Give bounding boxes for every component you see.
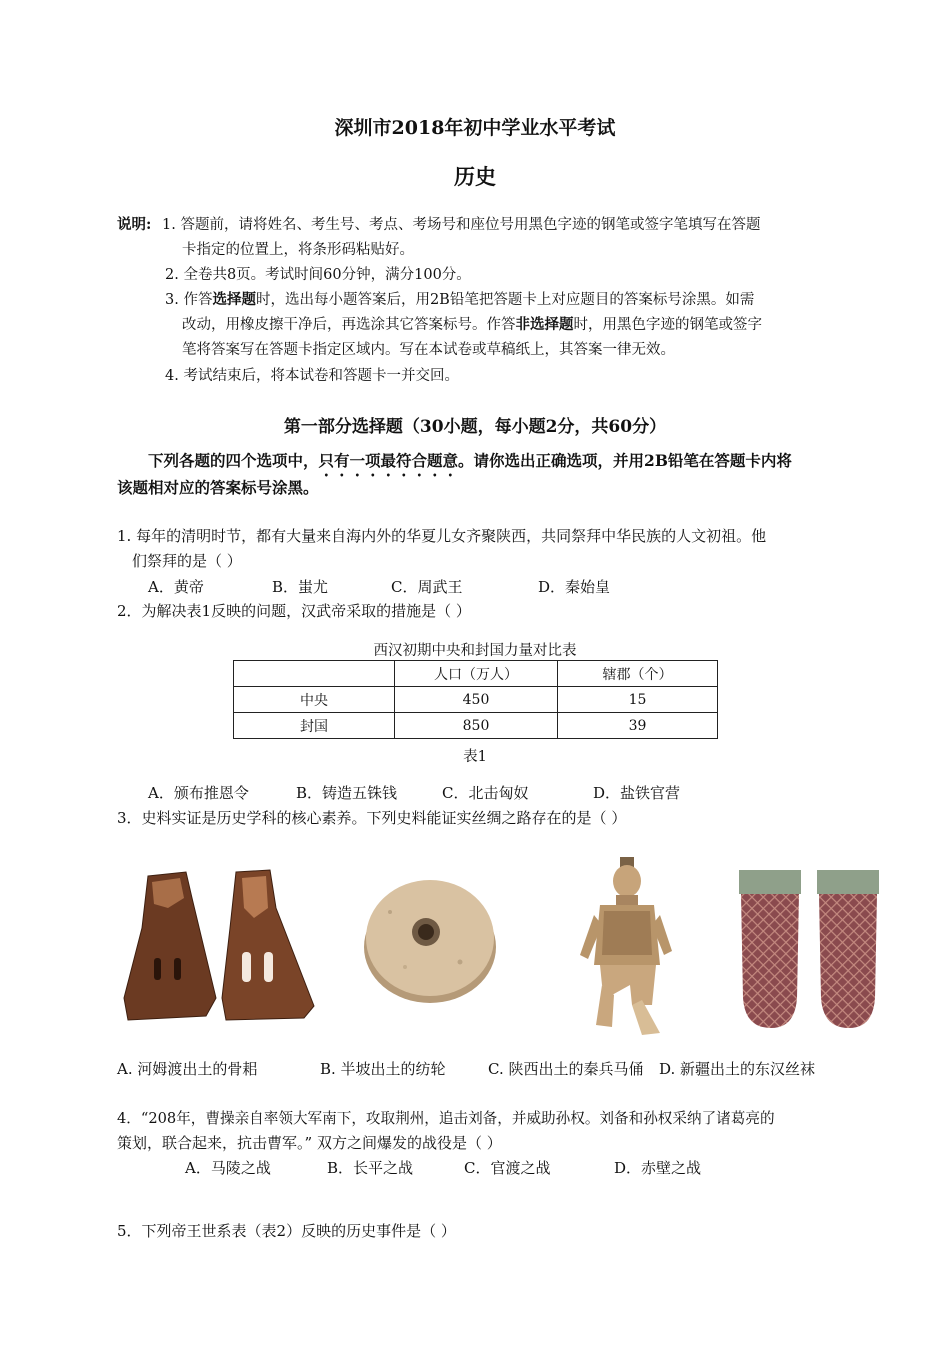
- q3-stem: 3．史料实证是历史学科的核心素养。下列史料能证实丝绸之路存在的是（ ）: [117, 809, 627, 827]
- table-header-cell: 辖郡（个）: [558, 661, 718, 687]
- silk-socks-image: [735, 868, 885, 1033]
- part1-intro-text: 下列各题的四个选项中，: [148, 451, 319, 470]
- instruction-2: 2. 全卷共8页。考试时间60分钟，满分100分。: [165, 267, 471, 283]
- instruction-3-line2: [182, 313, 762, 334]
- q2-option-c: C．北击匈奴: [442, 784, 529, 802]
- q4-stem-line2: 策划，联合起来，抗击曹军。” 双方之间爆发的战役是（ ）: [117, 1134, 502, 1152]
- table-cell: 850: [395, 713, 558, 739]
- q3-option-b: B. 半坡出土的纺轮: [320, 1060, 446, 1078]
- part1-title: 第一部分选择题（30小题，每小题2分，共60分）: [283, 417, 667, 437]
- instruction-3-bold-nonchoice: 非选择题: [515, 316, 574, 333]
- instruction-3-line2-text: 改动，用橡皮擦干净后，再选涂其它答案标号。作答: [182, 317, 516, 333]
- q1-option-b: B．蚩尤: [272, 578, 329, 596]
- q1-option-c: C．周武王: [391, 578, 463, 596]
- instruction-3-line3: 笔将答案写在答题卡指定区域内。写在本试卷或草稿纸上，其答案一律无效。: [182, 342, 675, 358]
- q2-table-title: 西汉初期中央和封国力量对比表: [373, 643, 577, 659]
- q2-option-d: D．盐铁官营: [593, 784, 681, 802]
- table-row: [234, 687, 718, 713]
- q4-option-d: D．赤壁之战: [614, 1159, 702, 1177]
- instructions-label: 说明:: [117, 216, 152, 233]
- q2-option-b: B．铸造五铢钱: [296, 784, 398, 802]
- instruction-3-text: 3. 作答: [165, 292, 213, 308]
- instruction-1-line1: 1. 答题前，请将姓名、考生号、考点、考场号和座位号用黑色字迹的钢笔或签字笔填写在答题: [162, 217, 761, 233]
- bone-spade-image: [118, 868, 318, 1028]
- q1-stem-line1: 1. 每年的清明时节，都有大量来自海内外的华夏儿女齐聚陕西，共同祭拜中华民族的人文初祖。他: [117, 527, 767, 545]
- q2-option-a: A．颁布推恩令: [148, 784, 249, 802]
- part1-intro-emphasis: 只有一项最符合题意: [318, 451, 459, 470]
- table-cell: 封国: [234, 713, 395, 739]
- q1-stem-line2: 们祭拜的是（ ）: [132, 552, 242, 570]
- table-cell: 39: [558, 713, 718, 739]
- instruction-3-line2-cont: 时，用黑色字迹的钢笔或签字: [573, 317, 762, 333]
- table-header-cell: 人口（万人）: [395, 661, 558, 687]
- q2-stem: 2．为解决表1反映的问题，汉武帝采取的措施是（ ）: [117, 602, 471, 620]
- q3-option-c: C. 陕西出土的秦兵马俑: [488, 1060, 644, 1078]
- subject-title: 历史: [454, 164, 496, 189]
- q2-table: [233, 660, 718, 739]
- table-header-cell: [234, 661, 395, 687]
- q4-option-a: A．马陵之战: [185, 1159, 271, 1177]
- table-cell: 15: [558, 687, 718, 713]
- q4-option-c: C．官渡之战: [464, 1159, 551, 1177]
- instruction-4: 4. 考试结束后，将本试卷和答题卡一并交回。: [165, 368, 459, 384]
- table-cell: 中央: [234, 687, 395, 713]
- q1-option-d: D．秦始皇: [538, 578, 611, 596]
- terracotta-warrior-image: [572, 855, 682, 1037]
- table-header-row: [234, 661, 718, 687]
- q2-table-caption: 表1: [463, 749, 487, 765]
- instruction-3-bold-choice: 选择题: [212, 291, 256, 308]
- q5-stem: 5．下列帝王世系表（表2）反映的历史事件是（ ）: [117, 1222, 456, 1240]
- spindle-whorl-image: [360, 872, 500, 1007]
- part1-intro-line2: 该题相对应的答案标号涂黑。: [117, 478, 319, 497]
- exam-title: 深圳市2018年初中学业水平考试: [334, 117, 616, 139]
- q4-option-b: B．长平之战: [327, 1159, 414, 1177]
- table-cell: 450: [395, 687, 558, 713]
- instruction-3-text-cont: 时，选出每小题答案后，用2B铅笔把答题卡上对应题目的答案标号涂黑。如需: [255, 292, 755, 308]
- q4-stem-line1: 4．“208年，曹操亲自率领大军南下，攻取荆州，追击刘备，并威助孙权。刘备和孙权采纳了诸葛亮的: [117, 1110, 775, 1127]
- instruction-1-line2: 卡指定的位置上，将条形码粘贴好。: [182, 242, 414, 258]
- q1-option-a: A．黄帝: [148, 578, 204, 596]
- table-row: [234, 713, 718, 739]
- instruction-3-line1: [165, 288, 754, 309]
- q3-option-d: D. 新疆出土的东汉丝袜: [659, 1060, 816, 1078]
- part1-intro-text-cont: 。请你选出正确选项，并用2B铅笔在答题卡内将: [458, 451, 792, 470]
- q3-option-a: A. 河姆渡出土的骨耜: [117, 1060, 258, 1078]
